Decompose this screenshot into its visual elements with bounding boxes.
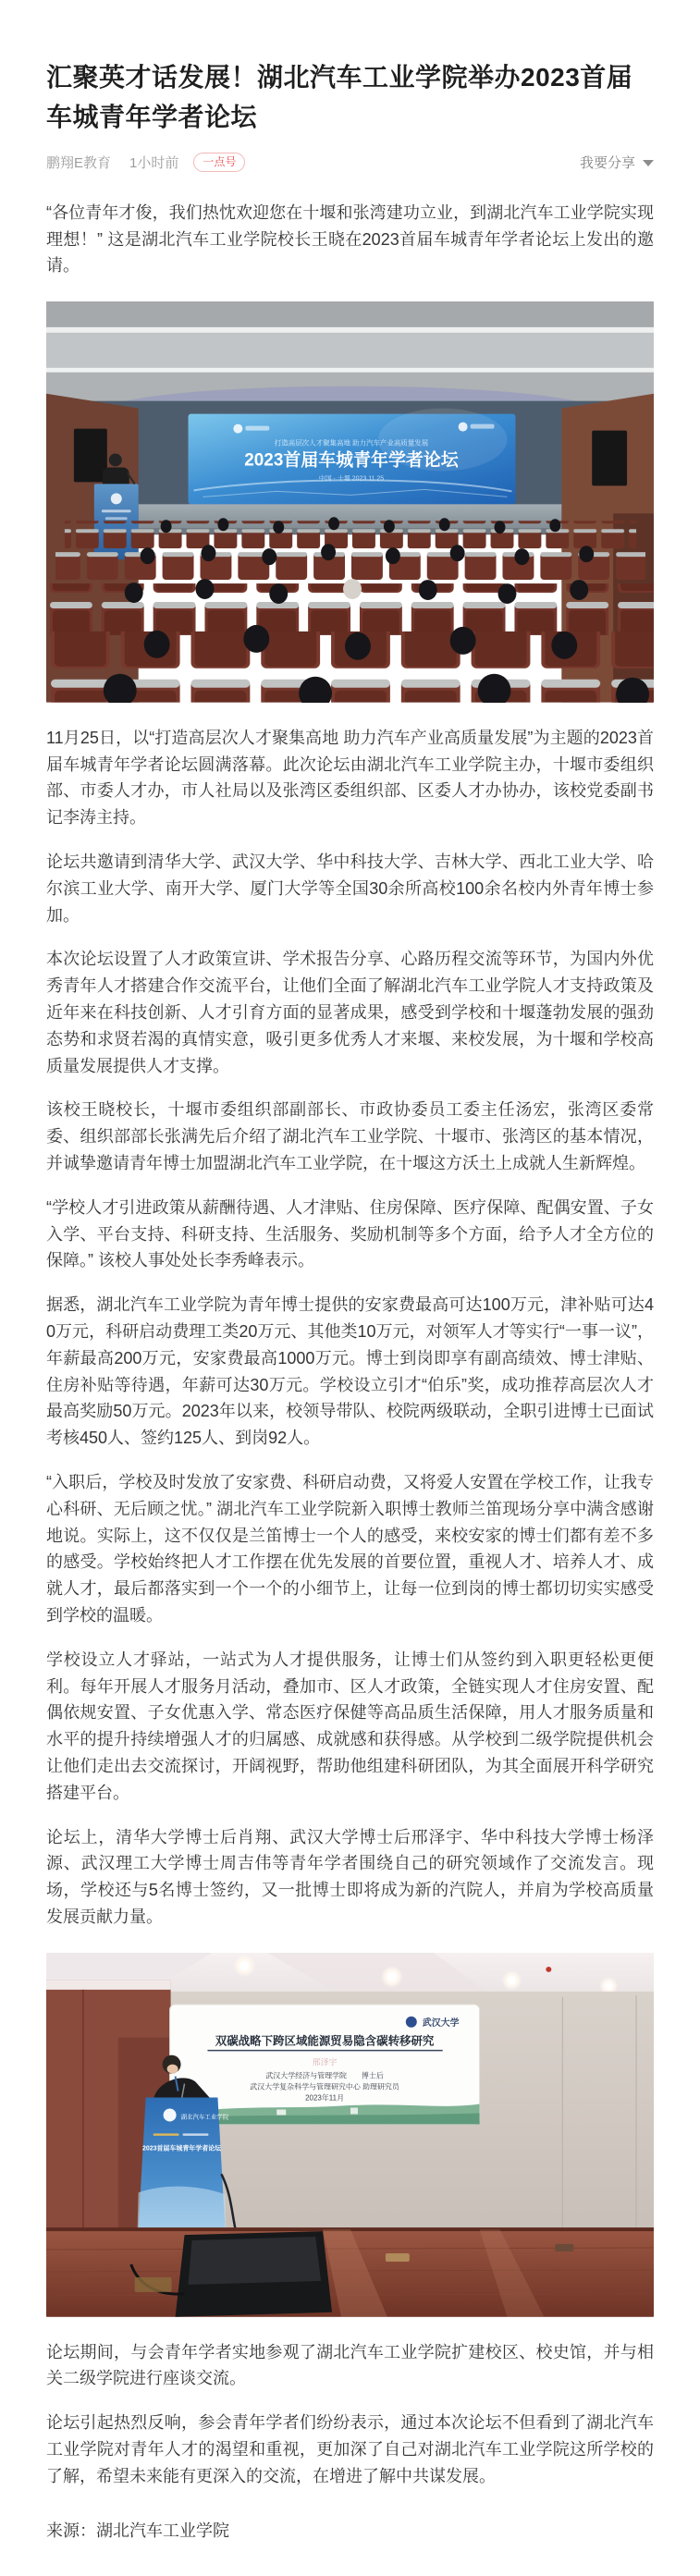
podium-logo-icon [164, 2108, 177, 2121]
paragraph: “学校人才引进政策从薪酬待遇、人才津贴、住房保障、医疗保障、配偶安置、子女入学、平台支持、科研支持、生活服务、奖励机制等多个方面，给予人才全方位的保障。” 该校人事处处长李秀峰表示。 [46, 1197, 654, 1270]
podium-school: 湖北汽车工业学院 [180, 2114, 229, 2121]
forum-logo-icon [459, 423, 468, 432]
right-speaker-box [592, 431, 627, 486]
share-label: 我要分享 [579, 154, 635, 171]
floor-outlet [386, 2253, 410, 2262]
publish-time: 1小时前 [129, 154, 179, 171]
paragraph: 论坛共邀请到清华大学、武汉大学、华中科技大学、吉林大学、西北工业大学、哈尔滨工业大学、南开大学、厦门大学等全国30余所高校100余名校内外青年博士参加。 [46, 853, 654, 925]
chevron-down-icon [643, 160, 654, 166]
university-logo-icon [406, 2017, 417, 2028]
paragraph: 论坛上，清华大学博士后肖翔、武汉大学博士后邢泽宇、华中科技大学博士杨泽源、武汉理工大学博士周吉伟等青年学者围绕自己的研究领域作了交流发言。现场，学校还与5名博士签约，又一批博士即将成为新的汽院人，并肩为学校高质量发展贡献力量。 [46, 1827, 654, 1926]
paragraph: “入职后，学校及时发放了安家费、科研启动费，又将爱人安置在学校工作，让我专心科研、无后顾之忧。” 湖北汽车工业学院新入职博士教师兰笛现场分享中满含感谢地说。实际上，这不仅仅是兰笛博士一个人的感受，来校安家的博士们都有差不多的感受。学校始终把人才工作摆在优先发展的首要位置，重视人才、培养人才、成就人才，最后都落实到一个一个的小细节上，让每一位到岗的博士都切切实实感受到学校的温暖。 [46, 1472, 654, 1625]
speaker-head [109, 454, 122, 467]
paragraph: 据悉，湖北汽车工业学院为青年博士提供的安家费最高可达100万元，津补贴可达40万元，科研启动费理工类20万元、其他类10万元，对领军人才等实行“一事一议”，年薪最高200万元，安家费最高1000万元。博士到岗即享有副高绩效、博士津贴、住房补贴等待遇，年薪可达30万元。学校设立引才“伯乐”奖，成功推荐高层次人才最高奖励50万元。2023年以来，校领导带队、校院两级联动，全职引进博士已面试考核450人、签约125人、到岗92人。 [46, 1295, 654, 1448]
paragraph: 11月25日，以“打造高层次人才聚集高地 助力汽车产业高质量发展”为主题的2023首届车城青年学者论坛圆满落幕。此次论坛由湖北汽车工业学院主办，十堰市委组织部、市委人才办，市人社局以及张湾区委组织部、区委人才办协办，该校党委副书记李涛主持。 [46, 728, 654, 828]
forum-hall-photo[interactable] [46, 301, 654, 703]
slide-affiliation-2: 武汉大学复杂科学与管理研究中心 助理研究员 [250, 2082, 399, 2091]
forum-hall-photo-svg [46, 301, 654, 703]
paragraph: 论坛引起热烈反响，参会青年学者们纷纷表示，通过本次论坛不但看到了湖北汽车工业学院对青年人才的渴望和重视，更加深了自己对湖北汽车工业学院这所学校的了解，希望未来能有更深入的交流，在增进了解中共谋发展。 [46, 2413, 654, 2485]
page-title: 汇聚英才话发展！湖北汽车工业学院举办2023首届车城青年学者论坛 [46, 63, 633, 132]
yidianhao-badge[interactable]: 一点号 [193, 153, 245, 172]
paragraph: 论坛期间，与会青年学者实地参观了湖北汽车工业学院扩建校区、校史馆，并与相关二级学院进行座谈交流。 [46, 2342, 654, 2388]
screen-tagline: 打造高层次人才聚集高地 助力汽车产业高质量发展 [274, 438, 429, 448]
school-logo-icon [233, 424, 242, 434]
slide-logo-text: 武汉大学 [422, 2018, 460, 2029]
share-button[interactable] [580, 153, 654, 172]
screen-location: 中国 · 十堰 2023.11.25 [318, 475, 385, 483]
paragraph: 学校设立人才驿站，一站式为人才提供服务，让博士们从签约到入职更轻松更便利。每年开展人才服务月活动，叠加市、区人才政策，全链实现人才住房安置、配偶依规安置、子女优惠入学、常态医疗保健等高品质生活保障，用人才服务质量和水平的提升持续增强人才的归属感、成就感和获得感。从学校到二级学院提供机会让他们走出去交流探讨，开阔视野，帮助他组建科研团队，为其全面展开科学研究搭建平台。 [46, 1650, 654, 1802]
slide-title: 双碳战略下跨区域能源贸易隐含碳转移研究 [215, 2034, 435, 2048]
speech-photo[interactable] [46, 1953, 654, 2317]
slide-speaker-name: 邢泽宇 [312, 2057, 338, 2067]
cap-head [343, 579, 362, 599]
article-meta [46, 153, 654, 172]
left-speaker-box [74, 429, 107, 483]
fire-alarm-dot [546, 1967, 551, 1972]
slide-affiliation-1: 武汉大学经济与管理学院 博士后 [265, 2071, 384, 2080]
screen-title: 2023首届车城青年学者论坛 [244, 450, 459, 471]
slide-date: 2023年11月 [305, 2093, 345, 2103]
author-name[interactable]: 鹏翔E教育 [46, 154, 112, 171]
paragraph: “各位青年才俊，我们热忱欢迎您在十堰和张湾建功立业，到湖北汽车工业学院实现理想！” 这是湖北汽车工业学院校长王晓在2023首届车城青年学者论坛上发出的邀请。 [46, 202, 654, 276]
podium-event: 2023首届车城青年学者论坛 [141, 2145, 222, 2153]
floor-plate [135, 2277, 172, 2292]
paragraph: 该校王晓校长，十堰市委组织部副部长、市政协委员工委主任汤宏，张湾区委常委、组织部部长张满先后介绍了湖北汽车工业学院、十堰市、张湾区的基本情况，并诚挚邀请青年博士加盟湖北汽车工业学院，在十堰这方沃土上成就人生新辉煌。 [46, 1100, 654, 1172]
source-line: 来源：湖北汽车工业学院 [46, 2521, 229, 2540]
speech-photo-svg [46, 1953, 654, 2317]
paragraph: 本次论坛设置了人才政策宣讲、学术报告分享、心路历程交流等环节，为国内外优秀青年人才搭建合作交流平台，让他们全面了解湖北汽车工业学院人才支持政策及近年来在科技创新、人才引育方面的显著成果，感受到学校和十堰蓬勃发展的强劲态势和求贤若渴的真情实意，吸引更多优秀人才来堰、来校发展，为十堰和学校高质量发展提供人才支撑。 [46, 950, 654, 1075]
